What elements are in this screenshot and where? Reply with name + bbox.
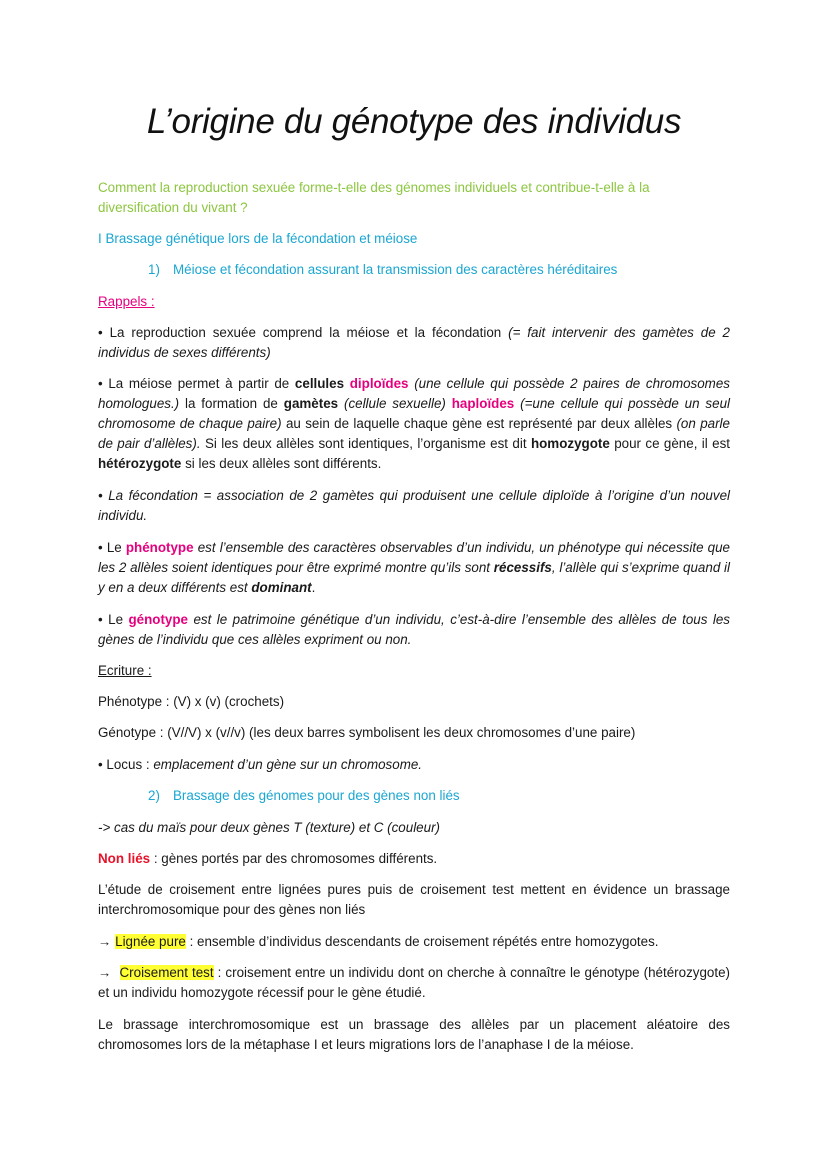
bullet-meiose (98, 374, 730, 474)
bullet-reproduction-text: • La reproduction sexuée comprend la méiose et la fécondation (98, 325, 509, 340)
arrow-right-icon: → (98, 934, 112, 949)
non-lies-text: : gènes portés par des chromosomes différents. (150, 851, 438, 866)
meiose-term-homozygote: homozygote (530, 436, 610, 451)
meiose-term-heterozygote: hétérozygote (98, 456, 182, 471)
etude-croisement: L’étude de croisement entre lignées pures puis de croisement test mettent en évidence un brassage interchromosomique pour des gènes non liés (98, 882, 730, 917)
non-lies-term: Non liés (98, 851, 151, 866)
bullet-reproduction (98, 323, 730, 363)
locus-text: emplacement d’un gène sur un chromosome. (153, 757, 423, 772)
meiose-text-5: pour ce gène, il est (614, 436, 730, 451)
lignee-pure-term: Lignée pure (115, 934, 186, 949)
non-lies-definition (98, 849, 730, 869)
genotype-notation: Génotype : (V//V) x (v//v) (les deux barres symbolisent les deux chromosomes d’une paire) (98, 725, 636, 740)
arrow-right-icon: → (98, 965, 112, 980)
ecriture-label-text: Ecriture : (98, 663, 152, 678)
genotype-definition: est le patrimoine génétique d’un individu, c’est-à-dire l’ensemble des allèles de tous les gènes de l’individu que ces allèles expriment ou non. (98, 612, 730, 647)
meiose-term-cellules: cellules (294, 376, 345, 391)
meiose-text-1: • La méiose permet à partir de (98, 376, 295, 391)
phenotype-term: phénotype (125, 540, 194, 555)
phenotype-text-1: • Le (98, 540, 126, 555)
bullet-fecondation: • La fécondation = association de 2 gamètes qui produisent une cellule diploïde à l’origine d’un nouvel individu. (98, 488, 730, 523)
meiose-text-4: Si les deux allèles sont identiques, l’organisme est dit (204, 436, 527, 451)
meiose-text-6: si les deux allèles sont différents. (185, 456, 382, 471)
subsection-1-title: Méiose et fécondation assurant la transmission des caractères héréditaires (173, 262, 618, 277)
subsection-1-number: 1) (148, 262, 160, 277)
rappels-label-text: Rappels : (98, 294, 155, 309)
meiose-def-haploide: (=une cellule qui possède un seul chromosome de chaque paire) (98, 396, 730, 431)
croisement-test-term: Croisement test (119, 965, 214, 980)
meiose-def-gamete: (cellule sexuelle) (343, 396, 446, 411)
locus-term: • Locus : (98, 757, 154, 772)
phenotype-definition: est l’ensemble des caractères observables d’un individu, un phénotype qui nécessite que les 2 allèles soient identiques pour être exprimé montre qu’ils sont (98, 540, 730, 575)
page-title: L’origine du génotype des individus (146, 102, 682, 141)
phenotype-notation: Phénotype : (V) x (v) (crochets) (98, 694, 285, 709)
croisement-test-text: : croisement entre un individu dont on cherche à connaître le génotype (hétérozygote) et un individu homozygote récessif pour le gène étudié. (98, 965, 730, 1000)
rappels-label (98, 292, 730, 312)
phenotype-end: . (311, 580, 316, 595)
bullet-phenotype (98, 538, 730, 598)
phenotype-term-recessifs: récessifs (493, 560, 552, 575)
meiose-def-diploide: (une cellule qui possède 2 paires de chromosomes homologues.) (98, 376, 730, 411)
bullet-reproduction-note: (= fait intervenir des gamètes de 2 individus de sexes différents) (98, 325, 731, 360)
genotype-text-1: • Le (98, 612, 129, 627)
mais-example: -> cas du maïs pour deux gènes T (texture) et C (couleur) (98, 820, 440, 835)
part-1-heading: I Brassage génétique lors de la fécondation et méiose (98, 231, 418, 246)
lignee-pure-definition (98, 932, 730, 952)
genotype-term: génotype (128, 612, 189, 627)
meiose-text-2: la formation de (185, 396, 278, 411)
bullet-genotype (98, 610, 730, 650)
guiding-question: Comment la reproduction sexuée forme-t-elle des génomes individuels et contribue-t-elle à la diversification du vivant ? (98, 180, 650, 215)
meiose-text-3: au sein de laquelle chaque gène est représenté par deux allèles (285, 416, 673, 431)
croisement-test-definition (98, 963, 730, 1003)
meiose-term-gametes: gamètes (283, 396, 339, 411)
phenotype-term-dominant: dominant (251, 580, 312, 595)
phenotype-text-2: , l’allèle qui s’exprime quand il y en a deux différents est (98, 560, 730, 595)
meiose-term-diploides: diploïdes (349, 376, 409, 391)
meiose-term-haploides: haploïdes (451, 396, 515, 411)
subsection-2-title: Brassage des génomes pour des gènes non liés (173, 788, 460, 803)
locus-definition (98, 755, 730, 775)
ecriture-label (98, 661, 730, 681)
meiose-note-alleles: (on parle de pair d’allèles). (98, 416, 730, 451)
subsection-2-number: 2) (148, 788, 160, 803)
lignee-pure-text: : ensemble d’individus descendants de croisement répétés entre homozygotes. (185, 934, 659, 949)
brassage-interchromosomique: Le brassage interchromosomique est un brassage des allèles par un placement aléatoire des chromosomes lors de la métaphase I et leurs migrations lors de l’anaphase I de la méiose. (98, 1017, 730, 1052)
